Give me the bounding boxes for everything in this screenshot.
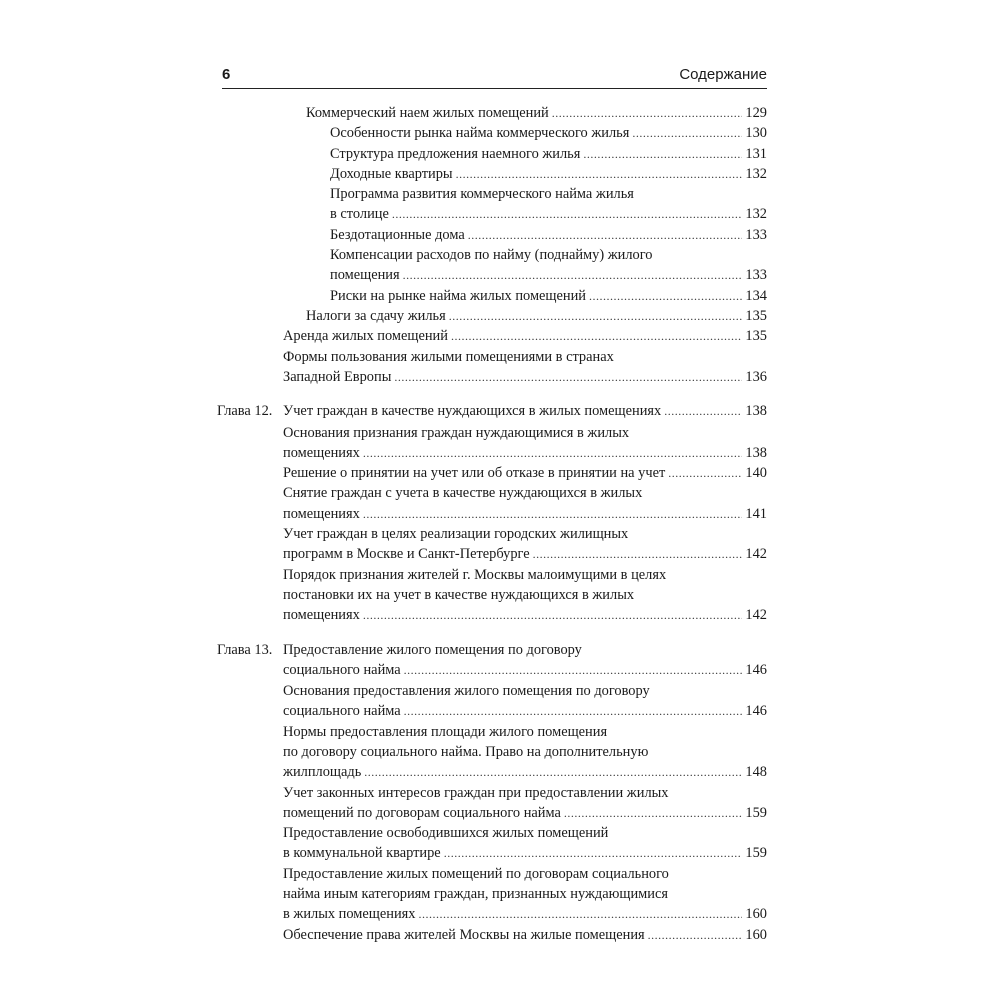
toc-entry-title: постановки их на учет в качестве нуждающихся в жилых bbox=[283, 586, 635, 603]
toc-entry-line bbox=[283, 864, 767, 884]
toc-page-number: 133 bbox=[745, 267, 767, 284]
toc-entry-title: социального найма bbox=[283, 703, 401, 720]
toc-entry-title: помещениях bbox=[283, 505, 360, 522]
toc-entry-line bbox=[283, 423, 767, 443]
dot-leader bbox=[444, 843, 742, 863]
toc-entry-line bbox=[283, 463, 767, 483]
toc-entry-line bbox=[283, 640, 767, 660]
toc-entry-line bbox=[283, 660, 767, 680]
toc-entry-line bbox=[283, 823, 767, 843]
toc-entry-line bbox=[330, 164, 767, 184]
toc-entry-title: Основания признания граждан нуждающимися в жилых bbox=[283, 424, 630, 441]
toc-entry-title: Порядок признания жителей г. Москвы малоимущими в целях bbox=[283, 566, 667, 583]
toc-entry-title: по договору социального найма. Право на дополнительную bbox=[283, 743, 649, 760]
toc-entry-title: Западной Европы bbox=[283, 368, 392, 385]
toc-page-number: 142 bbox=[745, 607, 767, 624]
toc-page-number: 148 bbox=[745, 764, 767, 781]
toc-entry-title: Предоставление жилых помещений по договорам социального bbox=[283, 865, 669, 882]
dot-leader bbox=[392, 204, 742, 224]
toc-entry-line bbox=[283, 504, 767, 524]
toc-entry-line bbox=[306, 306, 767, 326]
toc-page-number: 146 bbox=[745, 703, 767, 720]
toc-entry-title: Решение о принятии на учет или об отказе в принятии на учет bbox=[283, 465, 666, 482]
dot-leader bbox=[456, 164, 742, 184]
toc-entry-title: помещениях bbox=[283, 607, 360, 624]
toc-entry-line bbox=[283, 367, 767, 387]
dot-leader bbox=[418, 904, 742, 924]
toc-entry-title: Учет законных интересов граждан при предоставлении жилых bbox=[283, 784, 669, 801]
dot-leader bbox=[404, 701, 742, 721]
dot-leader bbox=[363, 504, 742, 524]
toc-entry-title: помещениях bbox=[283, 444, 360, 461]
dot-leader bbox=[533, 544, 742, 564]
toc-page-number: 132 bbox=[745, 165, 767, 182]
toc-entry-line bbox=[330, 245, 767, 265]
toc-entry-line bbox=[330, 144, 767, 164]
toc-entry-line bbox=[330, 123, 767, 143]
toc-entry-title: Формы пользования жилыми помещениями в странах bbox=[283, 348, 614, 365]
toc-entry-title: Предоставление жилого помещения по договору bbox=[283, 641, 582, 658]
toc-page-number: 132 bbox=[745, 206, 767, 223]
dot-leader bbox=[394, 367, 742, 387]
toc-entry-line bbox=[330, 184, 767, 204]
toc-entry-line bbox=[283, 585, 767, 605]
toc-entry-title: Компенсации расходов по найму (поднайму) жилого bbox=[330, 247, 653, 264]
toc-entry-line bbox=[283, 722, 767, 742]
toc-entry-line bbox=[330, 204, 767, 224]
toc-entry-title: Обеспечение права жителей Москвы на жилые помещения bbox=[283, 926, 645, 943]
toc-entry-line bbox=[283, 803, 767, 823]
toc-page-number: 135 bbox=[745, 308, 767, 324]
toc-entry-title: Налоги за сдачу жилья bbox=[306, 308, 446, 324]
toc-entry-title: Снятие граждан с учета в качестве нуждающихся в жилых bbox=[283, 485, 643, 502]
toc-page-number: 130 bbox=[745, 125, 767, 142]
toc-entry-title: Аренда жилых помещений bbox=[283, 328, 448, 345]
toc-entry-line bbox=[330, 225, 767, 245]
toc-entry-line bbox=[283, 843, 767, 863]
toc-entry-line bbox=[283, 347, 767, 367]
toc-entry-line bbox=[283, 401, 767, 421]
toc-entry-title: Учет граждан в качестве нуждающихся в жилых помещениях bbox=[283, 403, 662, 420]
toc-entry-line bbox=[283, 742, 767, 762]
toc-page-number: 138 bbox=[745, 403, 767, 420]
toc-entry-title: в жилых помещениях bbox=[283, 906, 416, 923]
toc-entry-line bbox=[283, 783, 767, 803]
toc-page-number: 141 bbox=[745, 505, 767, 522]
toc-entry-title: Программа развития коммерческого найма жилья bbox=[330, 186, 634, 203]
toc-entry-line bbox=[283, 701, 767, 721]
toc-entry-title: Основания предоставления жилого помещения по договору bbox=[283, 683, 650, 700]
chapter-number: Глава 12. bbox=[217, 403, 273, 420]
chapter-number: Глава 13. bbox=[217, 641, 273, 658]
toc-page-number: 160 bbox=[745, 926, 767, 943]
dot-leader bbox=[632, 123, 742, 143]
toc-entry-line bbox=[306, 103, 767, 123]
running-title: Содержание bbox=[679, 66, 767, 83]
dot-leader bbox=[668, 463, 742, 483]
toc-entry-line bbox=[283, 524, 767, 544]
toc-page-number: 160 bbox=[745, 906, 767, 923]
toc-entry-line bbox=[283, 483, 767, 503]
toc-entry-title: Доходные квартиры bbox=[330, 165, 453, 182]
toc-entry-line bbox=[283, 925, 767, 945]
toc-entry-title: Риски на рынке найма жилых помещений bbox=[330, 287, 587, 304]
toc-entry-line bbox=[283, 681, 767, 701]
toc-page-number: 136 bbox=[745, 368, 767, 385]
toc-page-number: 140 bbox=[745, 465, 767, 482]
toc-entry-title: в коммунальной квартире bbox=[283, 845, 441, 862]
toc-entry-line bbox=[283, 565, 767, 585]
toc-entry-title: помещений по договорам социального найма bbox=[283, 804, 561, 821]
toc-page-number: 138 bbox=[745, 444, 767, 461]
toc-entry-title: Структура предложения наемного жилья bbox=[330, 145, 581, 162]
dot-leader bbox=[363, 605, 742, 625]
dot-leader bbox=[564, 803, 742, 823]
dot-leader bbox=[403, 265, 742, 285]
toc-entry-title: Нормы предоставления площади жилого помещения bbox=[283, 723, 608, 740]
toc-page-number: 159 bbox=[745, 804, 767, 821]
dot-leader bbox=[449, 306, 742, 326]
toc-page-number: 159 bbox=[745, 845, 767, 862]
toc-entry-title: Коммерческий наем жилых помещений bbox=[306, 105, 549, 121]
toc-entry-line bbox=[283, 605, 767, 625]
toc-entry-title: помещения bbox=[330, 267, 400, 284]
toc-page-number: 131 bbox=[745, 145, 767, 162]
toc-entry-line bbox=[283, 884, 767, 904]
dot-leader bbox=[583, 144, 742, 164]
toc-page-number: 134 bbox=[745, 287, 767, 304]
dot-leader bbox=[364, 762, 742, 782]
dot-leader bbox=[451, 326, 742, 346]
toc-entry-line bbox=[283, 762, 767, 782]
toc-entry-line bbox=[283, 544, 767, 564]
toc-page-number: 146 bbox=[745, 661, 767, 678]
toc-entry-line bbox=[283, 326, 767, 346]
toc-entry-title: Особенности рынка найма коммерческого жилья bbox=[330, 125, 630, 142]
dot-leader bbox=[589, 286, 742, 306]
toc-entry-line bbox=[330, 265, 767, 285]
toc-entry-line bbox=[283, 443, 767, 463]
toc-page-number: 135 bbox=[745, 328, 767, 345]
toc-entry-title: Бездотационные дома bbox=[330, 226, 465, 243]
dot-leader bbox=[468, 225, 742, 245]
page-number: 6 bbox=[222, 66, 231, 83]
toc-entry-line bbox=[283, 904, 767, 924]
dot-leader bbox=[404, 660, 742, 680]
dot-leader bbox=[648, 925, 742, 945]
toc-entry-title: программ в Москве и Санкт-Петербурге bbox=[283, 546, 530, 563]
toc-entry-title: социального найма bbox=[283, 661, 401, 678]
toc-page-number: 133 bbox=[745, 226, 767, 243]
toc-entry-title: в столице bbox=[330, 206, 389, 223]
dot-leader bbox=[552, 103, 742, 123]
toc-entry-line bbox=[330, 286, 767, 306]
toc-entry-title: жилплощадь bbox=[283, 764, 362, 781]
dot-leader bbox=[363, 443, 742, 463]
dot-leader bbox=[664, 401, 742, 421]
toc-entry-title: Учет граждан в целях реализации городских жилищных bbox=[283, 526, 629, 542]
toc-page-number: 142 bbox=[745, 546, 767, 563]
toc-entry-title: Предоставление освободившихся жилых помещений bbox=[283, 825, 609, 842]
toc-entry-title: найма иным категориям граждан, признанных нуждающимися bbox=[283, 886, 668, 903]
toc-page-number: 129 bbox=[745, 105, 767, 121]
